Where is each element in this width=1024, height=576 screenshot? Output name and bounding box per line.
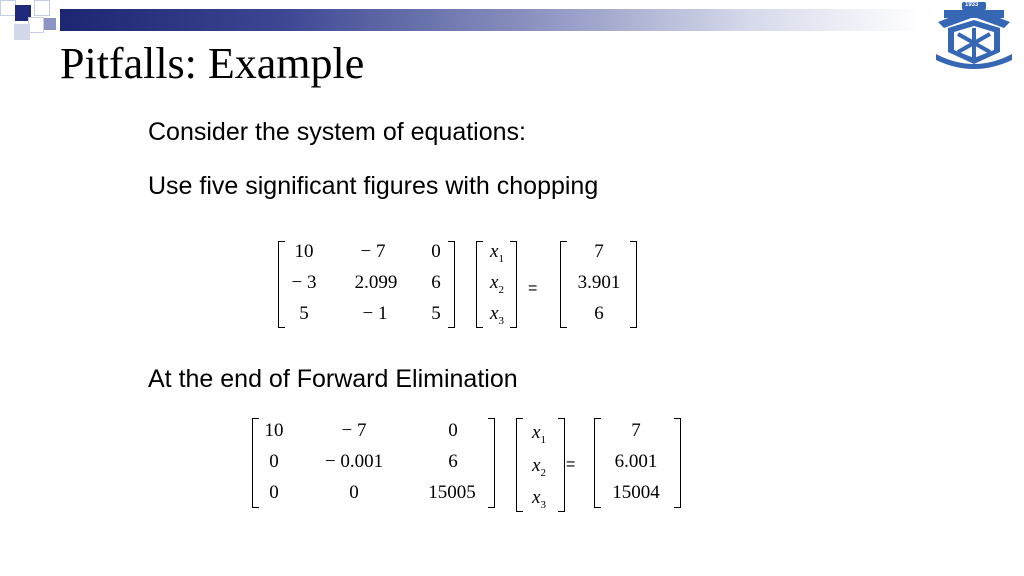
decor-square (44, 18, 56, 30)
bracket-left-x (516, 418, 523, 512)
matrix-a-cell: 6 (448, 451, 458, 472)
matrix-a-cell: 0 (269, 482, 279, 503)
bracket-left-x (476, 241, 483, 328)
vector-b-entry: 6.001 (614, 451, 658, 472)
matrix-a-cell: 10 (264, 420, 284, 441)
vector-x-entry: $x_2$ (490, 272, 504, 296)
vector-b-entry: 15004 (612, 482, 660, 503)
text-line-sigfigs: Use five significant figures with chopping (148, 172, 599, 200)
bracket-left-a (278, 241, 285, 328)
decor-square (28, 17, 44, 33)
decor-square (0, 0, 16, 16)
matrix-a-cell: 0 (431, 241, 441, 262)
bracket-left-b (560, 241, 567, 328)
vector-b-entry: 7 (631, 420, 641, 441)
vector-x-entry: $x_1$ (532, 422, 546, 446)
equals-sign: = (528, 280, 538, 297)
bracket-left-b (594, 418, 601, 508)
matrix-a-cell: − 7 (360, 241, 386, 262)
matrix-a-cell: − 3 (291, 272, 317, 293)
matrix-a-cell: − 1 (362, 303, 388, 324)
matrix-a-cell: − 0.001 (324, 451, 384, 472)
matrix-a-cell: 0 (448, 420, 458, 441)
vector-x-entry: $x_3$ (532, 487, 546, 511)
bracket-right-a (448, 241, 455, 328)
bracket-right-b (630, 241, 637, 328)
matrix-a-cell: 5 (299, 303, 309, 324)
vector-x-entry: $x_2$ (532, 455, 546, 479)
vector-b-entry: 7 (594, 241, 604, 262)
bracket-right-x (558, 418, 565, 512)
matrix-a-cell: 0 (269, 451, 279, 472)
matrix-a-cell: 2.099 (354, 272, 398, 293)
logo-year: 1933 (965, 2, 979, 8)
university-logo (932, 2, 1016, 72)
matrix-a-cell: 0 (349, 482, 359, 503)
bracket-right-b (674, 418, 681, 508)
equals-sign: = (566, 456, 576, 473)
matrix-a-cell: − 7 (341, 420, 367, 441)
matrix-a-cell: 5 (431, 303, 441, 324)
bracket-right-x (510, 241, 517, 328)
decor-square (34, 0, 50, 16)
text-line-consider: Consider the system of equations: (148, 118, 526, 146)
vector-x-entry: $x_1$ (490, 241, 504, 265)
title-gradient-bar (60, 9, 922, 31)
matrix-a-cell: 10 (294, 241, 314, 262)
vector-x-entry: $x_3$ (490, 303, 504, 327)
text-line-forward-elimination: At the end of Forward Elimination (148, 365, 518, 393)
matrix-a-cell: 15005 (428, 482, 476, 503)
decor-square (14, 24, 30, 40)
slide-title: Pitfalls: Example (60, 39, 365, 88)
matrix-a-cell: 6 (431, 272, 441, 293)
vector-b-entry: 6 (594, 303, 604, 324)
bracket-left-a (252, 418, 259, 508)
bracket-right-a (488, 418, 495, 508)
vector-b-entry: 3.901 (577, 272, 621, 293)
